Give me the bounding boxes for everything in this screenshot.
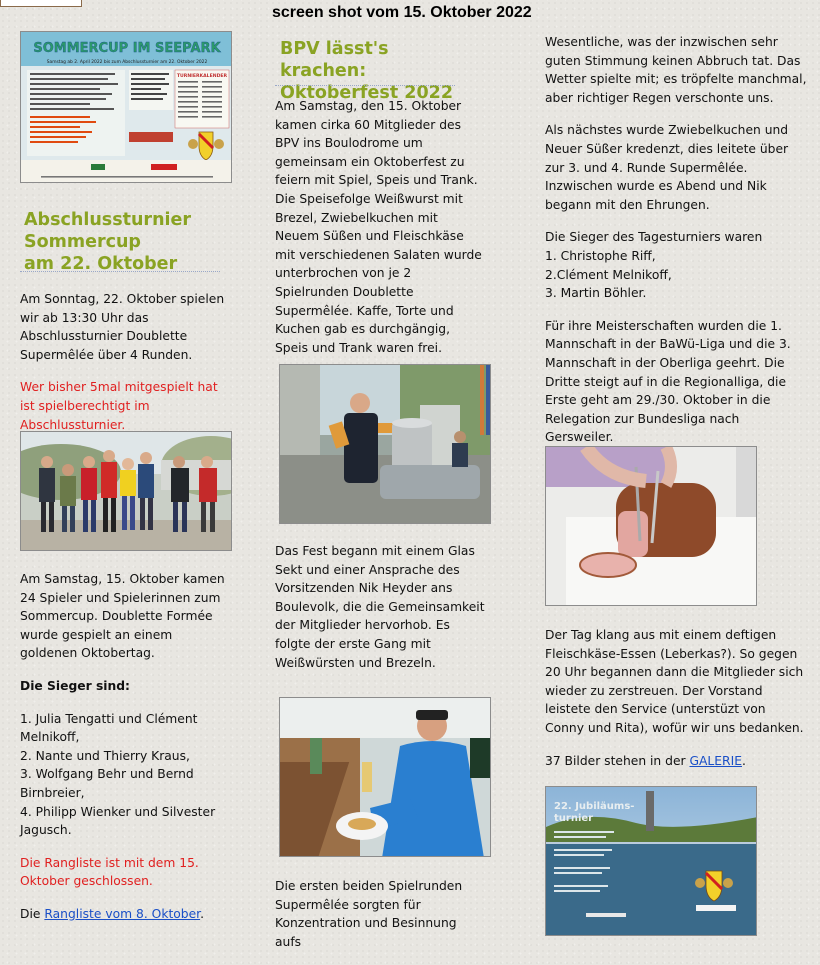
list-item: 1. Julia Tengatti und Clément Melnikoff, (20, 711, 198, 745)
host-photo-image[interactable] (279, 364, 491, 524)
static-text: Die (20, 906, 41, 921)
meisterschaften-text: Für ihre Meisterschaften wurden die 1. Mannschaft in der BaWü-Liga und die 3. Mannschaft in der Oberliga geehrt. Die Dritte steigt auf in die Regionalliga, die Erste geht am 29./30. Oktober in die Relegation zur Bundesliga nach Gersweiler. (545, 318, 791, 445)
oktoberfest-heading (280, 38, 480, 104)
static-text: Die Sieger des Tagesturniers waren (545, 230, 763, 245)
leberkaese-photo-image[interactable] (545, 446, 757, 606)
list-item: 3. Martin Böhler. (545, 286, 647, 301)
ranking-link[interactable]: Rangliste vom 8. Oktober (44, 906, 201, 921)
abschluss-heading (24, 209, 224, 275)
list-item: 1. Christophe Riff, (545, 248, 656, 263)
sommercup-report: Am Samstag, 15. Oktober kamen 24 Spieler und Spielerinnen zum Sommercup. Doublette Formée wurde gespielt an einem goldenen Oktobertag. (20, 572, 225, 661)
gallery-link[interactable]: GALERIE (689, 753, 742, 768)
static-text: . (200, 906, 205, 921)
weather-text: Wesentliche, was der inzwischen sehr guten Stimmung keinen Abbruch tat. Das Wetter spielte mit; es tröpfelte manchmal, aber richtiger Regen verschonte uns. (545, 35, 807, 105)
zwiebelkuchen-text: Als nächstes wurde Zwiebelkuchen und Neuer Süßer kredenzt, dies leitete über zur 3. und 4. Runde Supermêlée. Inzwischen wurde es Abend und Nik begann mit den Ehrungen. (545, 123, 789, 212)
gallery-line (545, 752, 807, 771)
divider (275, 85, 455, 86)
static-text: 37 Bilder stehen in der (545, 753, 686, 768)
poster-subtitle: Samstag ab 2. April 2022 bis zum Abschlussturnier am 22. Oktober 2022 (46, 60, 208, 65)
ausklang-text: Der Tag klang aus mit einem deftigen Fleischkäse-Essen (Leberkas?). So gegen 20 Uhr begannen dann die Mitglieder sich wieder zu zerstreuen. Der Vorstand leistete den Service (unterstüzt von Conny und Rita), wofür wir uns bedanken. (545, 628, 804, 735)
fest-begin-text: Das Fest begann mit einem Glas Sekt und einer Ansprache des Vorsitzenden Nik Heyder ans Boulevolk, die die Gemeinsamkeit der Mitglieder hervorhob. Es folgte der erste Gang mit Weißwürsten und Brezeln. (275, 544, 485, 670)
divider (20, 271, 220, 272)
heading-line: Abschlussturnier (24, 210, 192, 230)
winners-heading: Die Sieger sind: (20, 678, 130, 693)
eligibility-note: Wer bisher 5mal mitgespielt hat ist spielberechtigt im Abschlussturnier. (20, 380, 218, 432)
jubilaeumsturnier-poster-image[interactable] (545, 786, 757, 936)
poster-kalender-label: TURNIERKALENDER (176, 74, 228, 79)
top-left-frame (0, 0, 82, 7)
tagesturnier-winners (545, 228, 807, 302)
group-photo-image[interactable] (20, 431, 232, 551)
poster-title: SOMMERCUP IM SEEPARK (33, 41, 221, 56)
screenshot-caption: screen shot vom 15. Oktober 2022 (272, 4, 532, 21)
oktoberfest-intro: Am Samstag, den 15. Oktober kamen cirka 60 Mitglieder des BPV ins Boulodrome um gemeinsam ein Oktoberfest zu feiern mit Spiel, Speis und Trank. Die Speisefolge Weißwurst mit Brezel, Zwiebelkuchen mit Neuem Süßen und Fleischkäse mit verschiedenen Salaten wurde unterbrochen von je 2 Spielrunden Doublette Supermêlée. Kaffe, Torte und Kuchen gab es durchgängig, Speis und Trank waren frei. (275, 99, 482, 355)
static-text: . (742, 753, 746, 768)
sommercup-poster-image[interactable] (20, 31, 232, 183)
spielrunden-text: Die ersten beiden Spielrunden Supermêlée sorgten für Konzentration und Besinnung aufs (275, 879, 463, 949)
heading-line: BPV lässt's krachen: (280, 39, 389, 81)
jubi-title-1: 22. Jubiläums- (554, 801, 635, 812)
winners-list (20, 710, 232, 840)
abschluss-text: Am Sonntag, 22. Oktober spielen wir ab 13:30 Uhr das Abschlussturnier Doublette Supermêlée über 4 Runden. (20, 292, 225, 362)
list-item: 2. Nante und Thierry Kraus, (20, 748, 190, 763)
ranking-link-line (20, 905, 232, 924)
heading-line: Oktoberfest 2022 (280, 83, 453, 103)
list-item: 2.Clément Melnikoff, (545, 267, 672, 282)
ranking-closed-note: Die Rangliste ist mit dem 15. Oktober geschlossen. (20, 855, 199, 889)
heading-line: am 22. Oktober (24, 254, 178, 274)
list-item: 3. Wolfgang Behr und Bernd Birnbreier, (20, 767, 194, 800)
player-eating-photo-image[interactable] (279, 697, 491, 857)
list-item: 4. Philipp Wienker und Silvester Jagusch. (20, 804, 216, 838)
heading-line: Sommercup (24, 232, 141, 252)
jubi-title-2: turnier (554, 813, 594, 824)
